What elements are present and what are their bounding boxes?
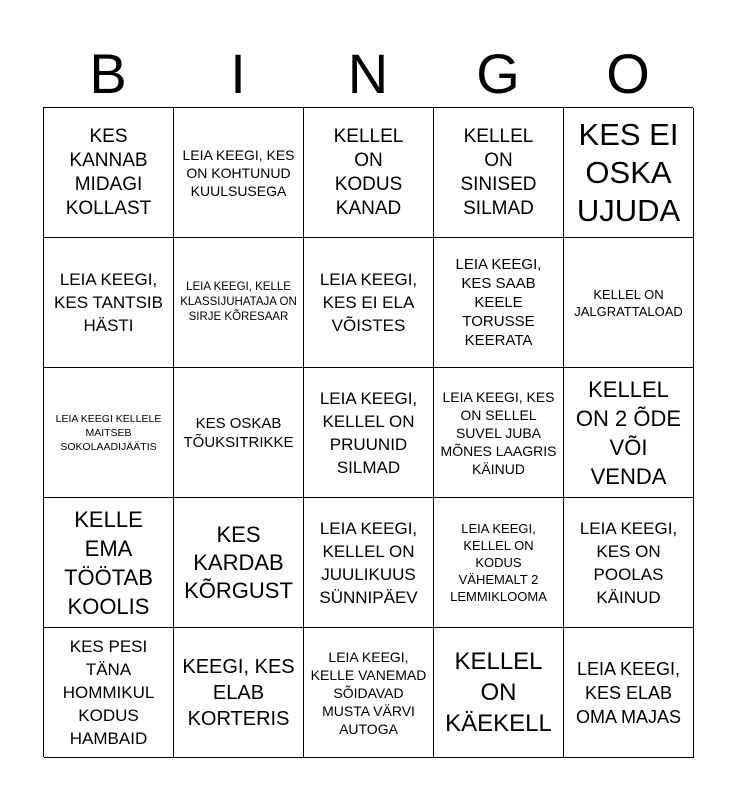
bingo-cell-r4-c1[interactable] bbox=[44, 498, 174, 628]
bingo-cell-r5-c5[interactable] bbox=[564, 628, 694, 758]
cell-text: LEIA KEEGI, KES ELAB OMA MAJAS bbox=[575, 658, 682, 727]
cell-text: KES OSKAB TÕUKSITRIKKE bbox=[183, 414, 294, 451]
cell-text: KES KARDAB KÕRGUST bbox=[184, 521, 293, 603]
bingo-cell-r1-c5[interactable] bbox=[564, 108, 694, 238]
bingo-cell-r5-c2[interactable] bbox=[174, 628, 304, 758]
cell-text: LEIA KEEGI, KES SAAB KEELE TORUSSE KEERATA bbox=[455, 256, 542, 349]
bingo-cell-r5-c1[interactable] bbox=[44, 628, 174, 758]
cell-text: KELLEL ON SINISED SILMAD bbox=[460, 125, 537, 219]
bingo-cell-r1-c1[interactable] bbox=[44, 108, 174, 238]
bingo-cell-r1-c4[interactable] bbox=[434, 108, 564, 238]
bingo-cell-r4-c3[interactable] bbox=[304, 498, 434, 628]
cell-text: LEIA KEEGI, KES ON KOHTUNUD KUULSUSEGA bbox=[182, 146, 295, 199]
bingo-cell-r4-c2[interactable] bbox=[174, 498, 304, 628]
bingo-header bbox=[43, 40, 693, 108]
cell-text: LEIA KEEGI, KES ON POOLAS KÄINUD bbox=[579, 518, 678, 607]
cell-text: LEIA KEEGI, KELLE KLASSIJUHATAJA ON SIRJE KÕRESAAR bbox=[180, 281, 297, 323]
header-letter-o: O bbox=[606, 42, 650, 105]
bingo-cell-r3-c4[interactable] bbox=[434, 368, 564, 498]
bingo-cell-r2-c2[interactable] bbox=[174, 238, 304, 368]
bingo-cell-r3-c2[interactable] bbox=[174, 368, 304, 498]
bingo-cell-r5-c4[interactable] bbox=[434, 628, 564, 758]
cell-text: LEIA KEEGI, KELLEL ON JUULIKUUS SÜNNIPÄEV bbox=[319, 518, 418, 607]
cell-text: KEEGI, KES ELAB KORTERIS bbox=[182, 655, 295, 730]
header-letter-i: I bbox=[230, 42, 246, 105]
cell-text: LEIA KEEGI, KES TANTSIB HÄSTI bbox=[54, 270, 163, 335]
cell-text: LEIA KEEGI, KELLEL ON KODUS VÄHEMALT 2 LEMMIKLOOMA bbox=[450, 521, 547, 604]
cell-text: KELLEL ON KODUS KANAD bbox=[333, 125, 404, 219]
bingo-cell-r3-c5[interactable] bbox=[564, 368, 694, 498]
bingo-board bbox=[43, 107, 693, 757]
bingo-cell-r2-c3[interactable] bbox=[304, 238, 434, 368]
bingo-cell-r1-c2[interactable] bbox=[174, 108, 304, 238]
cell-text: KES EI OSKA UJUDA bbox=[576, 116, 681, 228]
header-letter-g: G bbox=[476, 42, 520, 105]
cell-text: LEIA KEEGI KELLELE MAITSEB SOKOLAADIJÄÄTIS bbox=[55, 412, 162, 453]
bingo-cell-r1-c3[interactable] bbox=[304, 108, 434, 238]
cell-text: KELLEL ON 2 ÕDE VÕI VENDA bbox=[575, 376, 682, 489]
cell-text: KELLEL ON KÄEKELL bbox=[445, 648, 552, 737]
header-letter-b: B bbox=[89, 42, 127, 105]
bingo-cell-r2-c5[interactable] bbox=[564, 238, 694, 368]
header-letter-n: N bbox=[347, 42, 389, 105]
bingo-cell-r5-c3[interactable] bbox=[304, 628, 434, 758]
bingo-cell-r2-c4[interactable] bbox=[434, 238, 564, 368]
cell-text: KES PESI TÄNA HOMMIKUL KODUS HAMBAID bbox=[62, 637, 155, 748]
cell-text: KES KANNAB MIDAGI KOLLAST bbox=[65, 125, 152, 219]
bingo-cell-r4-c5[interactable] bbox=[564, 498, 694, 628]
bingo-cell-r3-c1[interactable] bbox=[44, 368, 174, 498]
cell-text: KELLEL ON JALGRATTALOAD bbox=[574, 286, 683, 319]
cell-text: LEIA KEEGI, KES EI ELA VÕISTES bbox=[319, 270, 418, 335]
cell-text: LEIA KEEGI, KELLEL ON PRUUNID SILMAD bbox=[319, 388, 418, 477]
cell-text: KELLE EMA TÖÖTAB KOOLIS bbox=[64, 506, 153, 619]
bingo-cell-r3-c3[interactable] bbox=[304, 368, 434, 498]
cell-text: LEIA KEEGI, KELLE VANEMAD SÕIDAVAD MUSTA VÄRVI AUTOGA bbox=[310, 648, 427, 737]
bingo-cell-r4-c4[interactable] bbox=[434, 498, 564, 628]
bingo-cell-r2-c1[interactable] bbox=[44, 238, 174, 368]
cell-text: LEIA KEEGI, KES ON SELLEL SUVEL JUBA MÕNES LAAGRIS KÄINUD bbox=[440, 388, 557, 477]
